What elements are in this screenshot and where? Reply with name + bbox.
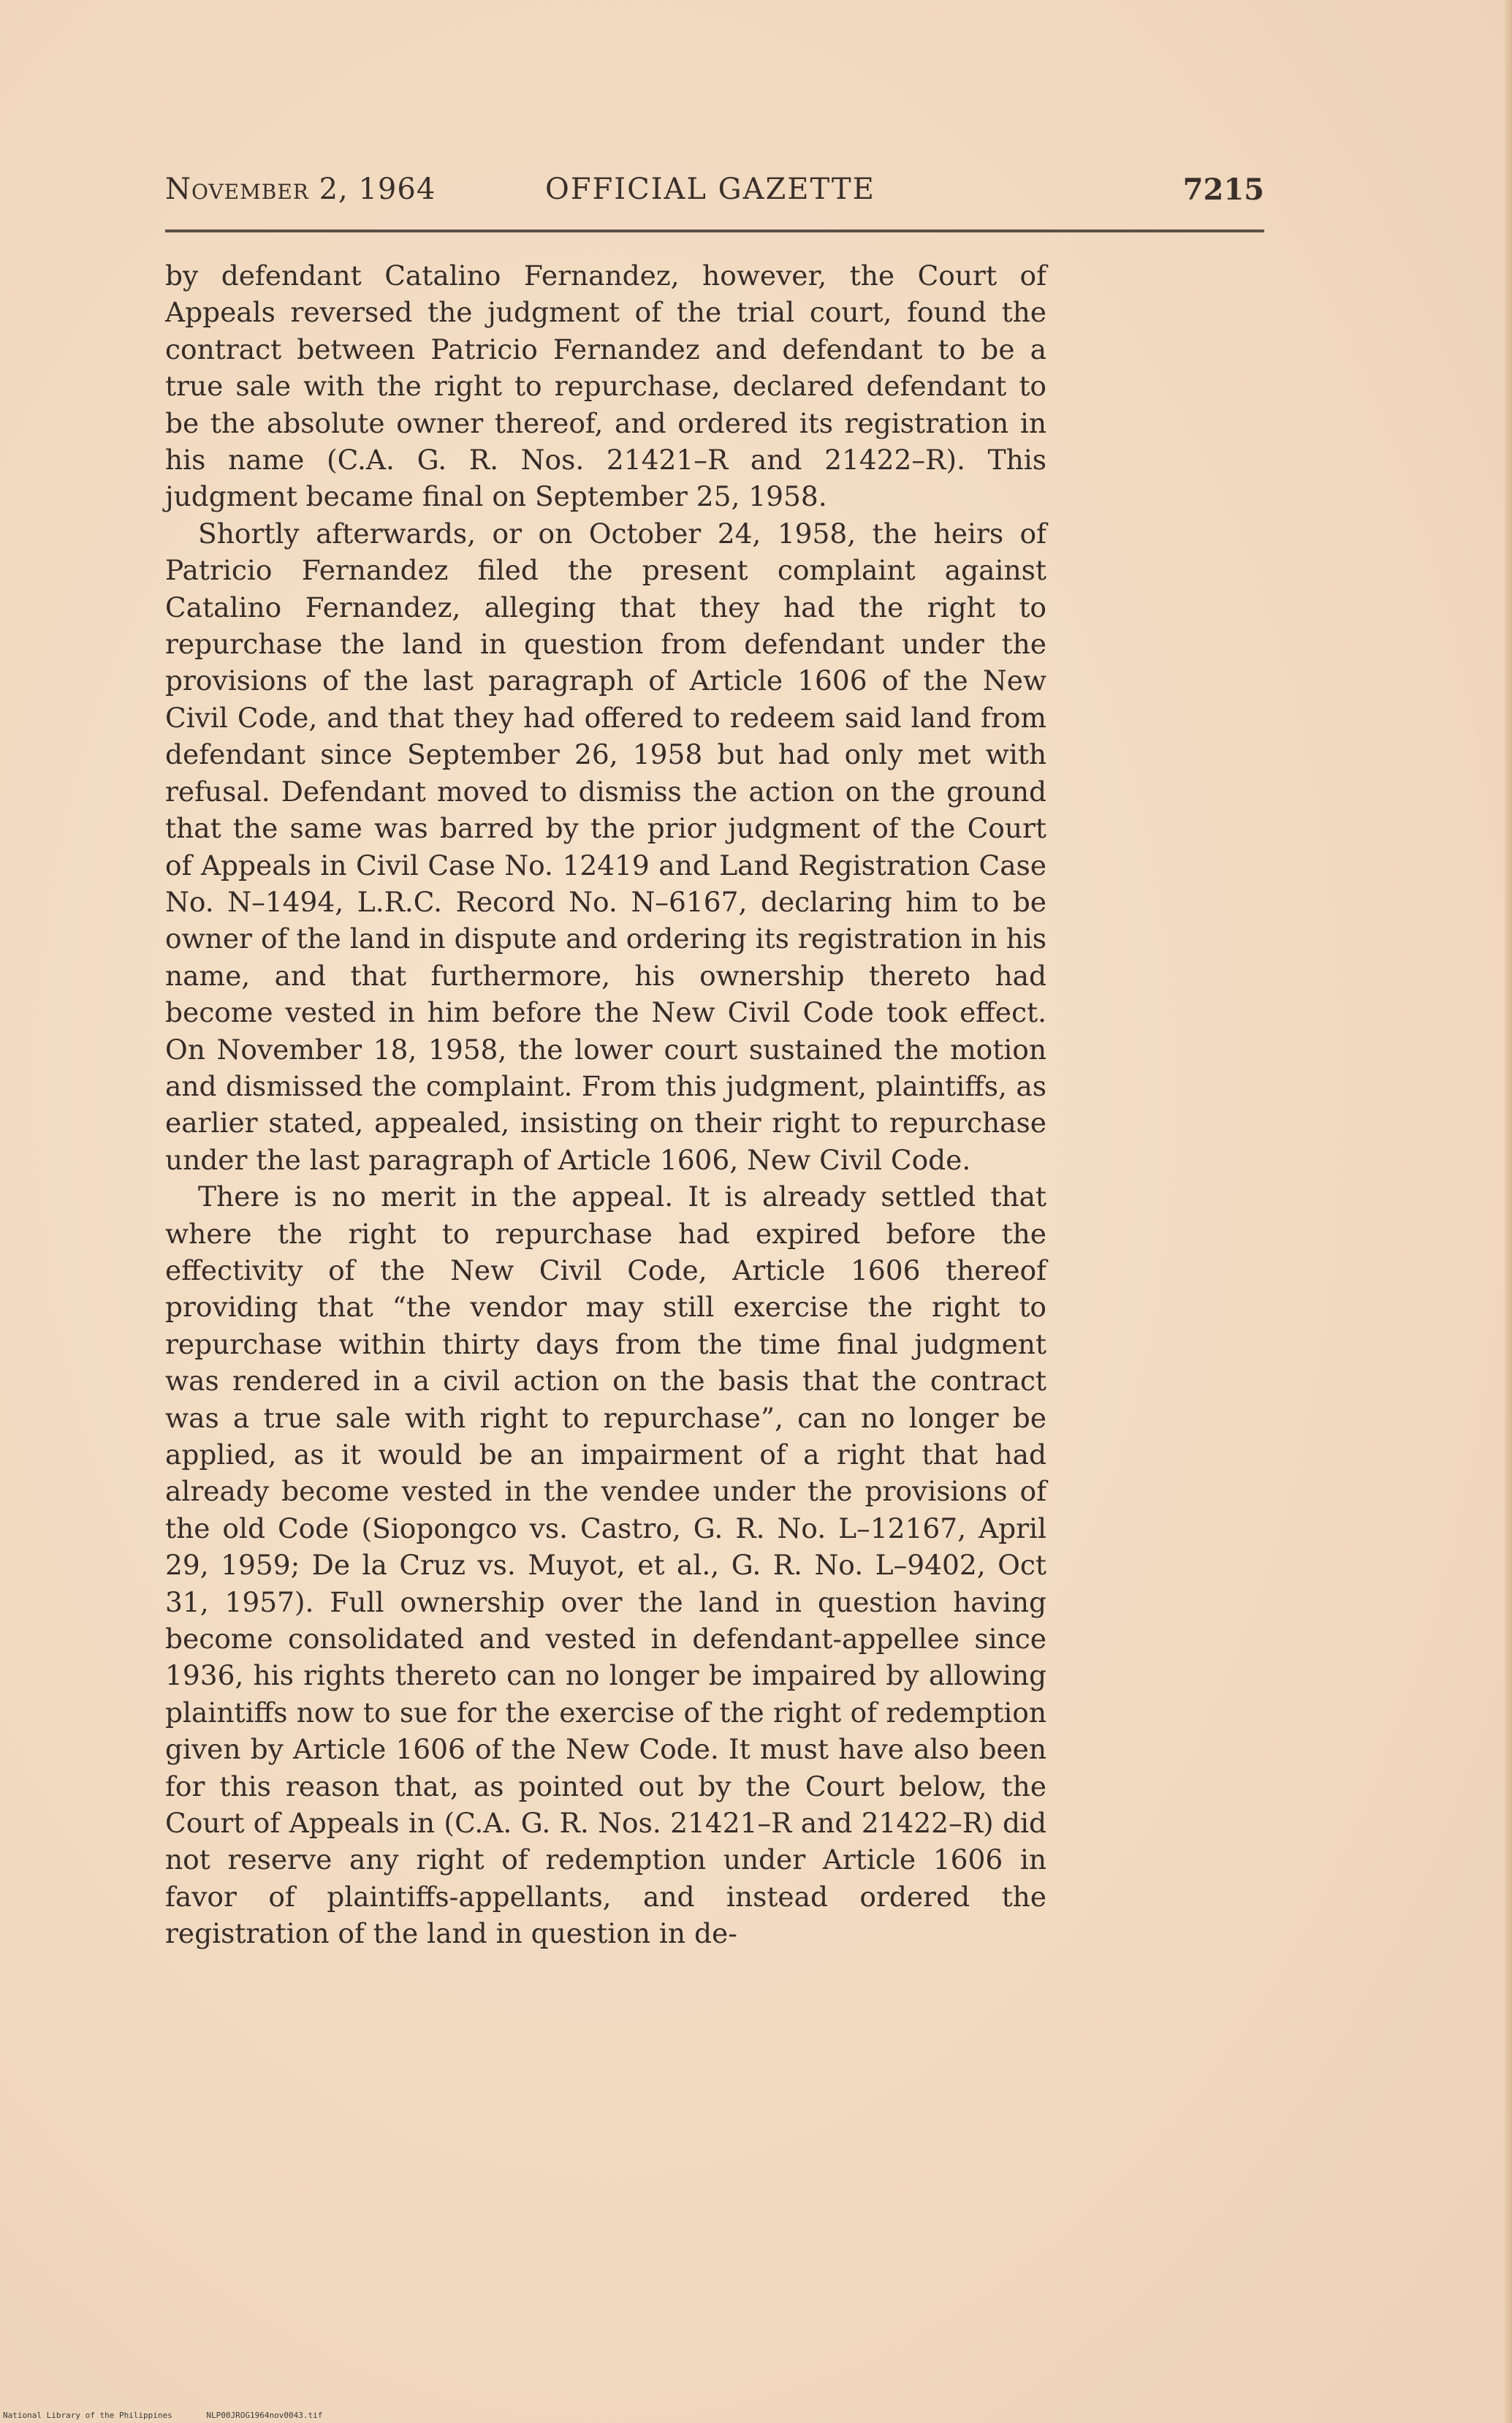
paragraph-3: There is no merit in the appeal. It is already settled that where the right to repurchase had expired before the effectivity of the New Civil Code, Article 1606 thereof providing that “the vendor may still exercise the right to repurchase within thirty days from the time final judgment was rendered in a civil action on the basis that the contract was a true sale with right to repurchase”, can no longer be applied, as it would be an impairment of a right that had already become vested in the vendee under the provisions of the old Code (Siopongco vs. Castro, G. R. No. L–12167, April 29, 1959; De la Cruz vs. Muyot, et al., G. R. No. L–9402, Oct 31, 1957). Full ownership over the land in question having become consolidated and vested in defendant-appellee since 1936, his rights thereto can no longer be impaired by allowing plaintiffs now to sue for the exercise of the right of redemption given by Article 1606 of the New Code. It must have also been for this reason that, as pointed out by the Court below, the Court of Appeals in (C.A. G. R. Nos. 21421–R and 21422–R) did not reserve any right of redemption under Article 1606 in favor of plaintiffs-appellants, and instead ordered the registration of the land in question in de- [165, 1180, 1046, 1950]
page-header [165, 172, 1264, 216]
page-edge [1505, 0, 1512, 2423]
header-title: OFFICIAL GAZETTE [545, 172, 875, 206]
scan-footer [3, 2411, 352, 2420]
header-date: November 2, 1964 [165, 172, 436, 206]
header-page-number: 7215 [1182, 172, 1264, 207]
header-rule [165, 230, 1264, 232]
footer-library: National Library of the Philippines [3, 2411, 172, 2420]
paragraph-2: Shortly afterwards, or on October 24, 1958, the heirs of Patricio Fernandez filed the present complaint against Catalino Fernandez, alleging that they had the right to repurchase the land in question from defendant under the provisions of the last paragraph of Article 1606 of the New Civil Code, and that they had offered to redeem said land from defendant since September 26, 1958 but had only met with refusal. Defendant moved to dismiss the action on the ground that the same was barred by the prior judgment of the Court of Appeals in Civil Case No. 12419 and Land Registration Case No. N–1494, L.R.C. Record No. N–6167, declaring him to be owner of the land in dispute and ordering its registration in his name, and that furthermore, his ownership thereto had become vested in him before the New Civil Code took effect. On November 18, 1958, the lower court sustained the motion and dismissed the complaint. From this judgment, plaintiffs, as earlier stated, appealed, insisting on their right to repurchase under the last paragraph of Article 1606, New Civil Code. [165, 517, 1046, 1176]
footer-file: NLP00JROG1964nov0043.tif [206, 2411, 323, 2420]
body-text [165, 257, 1046, 1952]
paragraph-1: by defendant Catalino Fernandez, however, the Court of Appeals reversed the judgment of the trial court, found the contract between Patricio Fernandez and defendant to be a true sale with the right to repurchase, declared defendant to be the absolute owner thereof, and ordered its registration in his name (C.A. G. R. Nos. 21421–R and 21422–R). This judgment became final on September 25, 1958. [165, 259, 1046, 513]
